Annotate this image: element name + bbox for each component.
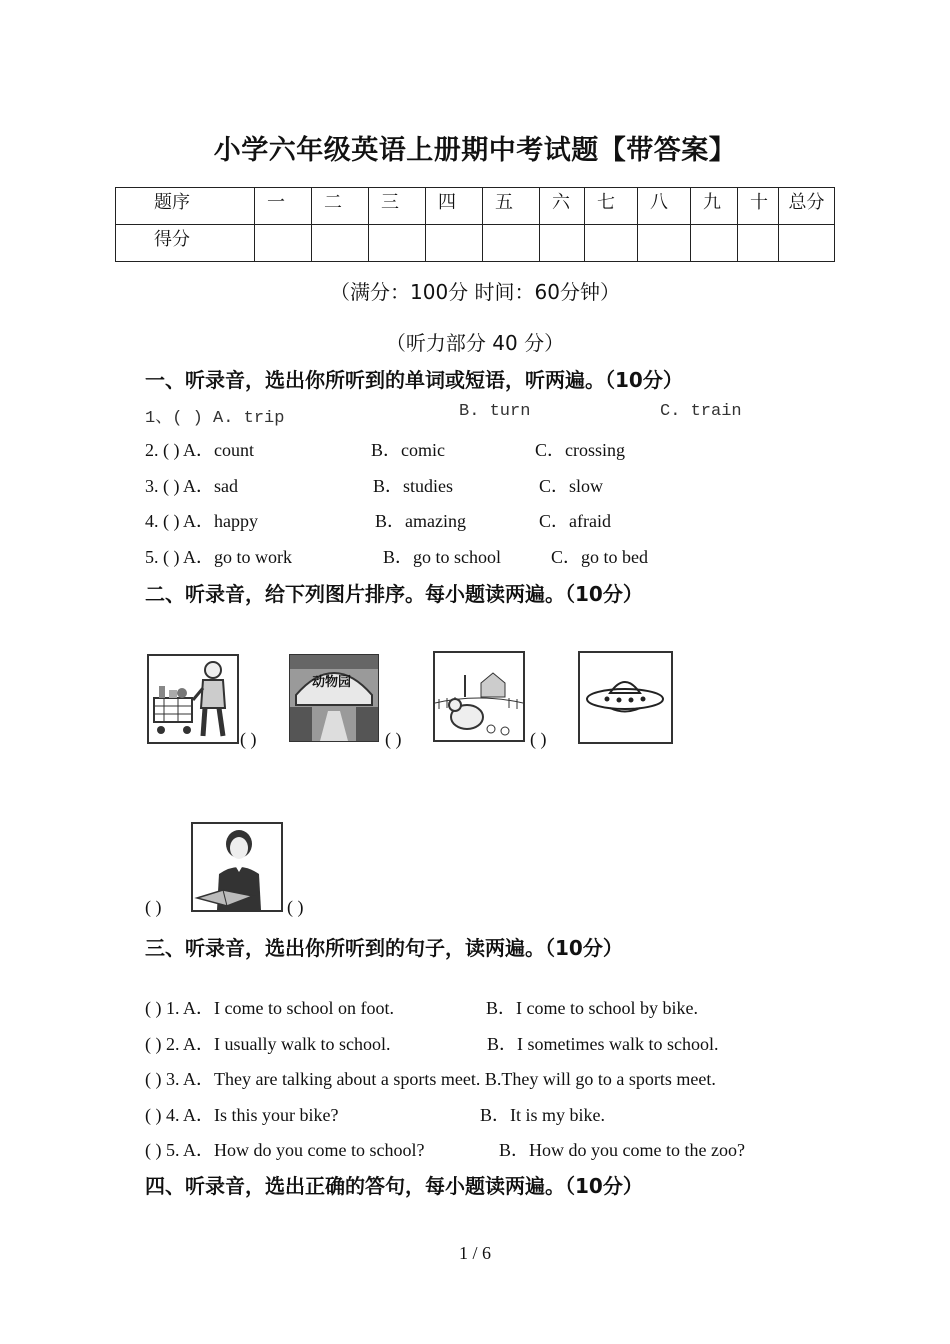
s1-q3-c: C．slow (539, 476, 604, 496)
shopping-cart-icon (149, 656, 237, 742)
score-table (115, 187, 835, 262)
score-cell[interactable] (255, 225, 312, 262)
section-3-title: 三、听录音，选出你所听到的句子，读两遍。（10分） (145, 936, 623, 960)
s1-q4-c: C．afraid (539, 511, 611, 531)
s1-q3-b: B．studies (373, 476, 454, 496)
score-cell[interactable] (738, 225, 779, 262)
s1-q2-c: C．crossing (535, 440, 625, 460)
order-blank[interactable]: ( ) (240, 729, 257, 749)
s1-q2-a: 2. ( ) A．count (145, 440, 254, 460)
reading-woman-icon (193, 824, 281, 910)
score-table-col: 一 (255, 188, 312, 225)
order-blank[interactable]: ( ) (530, 729, 547, 749)
score-table-header-row (116, 188, 835, 225)
score-table-total-label: 总分 (779, 188, 835, 225)
s1-q5-c: C．go to bed (551, 547, 648, 567)
zoo-picture (289, 654, 379, 742)
score-table-col: 三 (369, 188, 426, 225)
s3-q5-a: ( ) 5. A．How do you come to school? (145, 1140, 425, 1160)
score-cell[interactable] (585, 225, 638, 262)
reading-woman-picture (191, 822, 283, 912)
score-cell[interactable] (691, 225, 738, 262)
s1-q1-c: C. train (660, 402, 742, 421)
score-cell[interactable] (369, 225, 426, 262)
s1-q2-b: B．comic (371, 440, 445, 460)
score-cell[interactable] (638, 225, 691, 262)
ufo-picture (578, 651, 673, 744)
score-table-col: 六 (540, 188, 585, 225)
order-blank[interactable]: ( ) (145, 897, 162, 917)
zoo-sign-text: 动物园 (312, 675, 352, 690)
score-table-score-row (116, 225, 835, 262)
exam-meta: （满分：100分 时间：60分钟） (330, 280, 620, 304)
score-table-col: 五 (483, 188, 540, 225)
s1-q5-a: 5. ( ) A．go to work (145, 547, 292, 567)
score-cell[interactable] (540, 225, 585, 262)
order-blank[interactable]: ( ) (385, 729, 402, 749)
page-title: 小学六年级英语上册期中考试题【带答案】 (213, 135, 737, 166)
s1-q1-a: 1、( ) A. trip (145, 409, 285, 428)
s1-q5-b: B．go to school (383, 547, 502, 567)
s1-q4-b: B．amazing (375, 511, 466, 531)
order-blank[interactable]: ( ) (287, 897, 304, 917)
page-number: 1 / 6 (458, 1243, 491, 1263)
section-2-title: 二、听录音，给下列图片排序。每小题读两遍。（10分） (145, 582, 643, 606)
ufo-icon (580, 653, 671, 742)
s1-q1-b: B. turn (459, 402, 531, 421)
score-cell[interactable] (312, 225, 369, 262)
s3-q1-a: ( ) 1. A．I come to school on foot. (145, 998, 394, 1018)
shopping-picture (147, 654, 239, 744)
farm-picture (433, 651, 525, 742)
score-cell[interactable] (426, 225, 483, 262)
s3-q4-a: ( ) 4. A．Is this your bike? (145, 1105, 339, 1125)
score-table-col: 七 (585, 188, 638, 225)
score-table-col: 九 (691, 188, 738, 225)
score-table-header-label: 题序 (116, 188, 255, 225)
s3-q2-a: ( ) 2. A．I usually walk to school. (145, 1034, 391, 1054)
s3-q1-b: B．I come to school by bike. (486, 998, 698, 1018)
score-table-col: 八 (638, 188, 691, 225)
farm-hen-icon (435, 653, 523, 740)
listening-header: （听力部分 40 分） (385, 331, 565, 355)
score-table-col: 四 (426, 188, 483, 225)
s3-q5-b: B．How do you come to the zoo? (499, 1140, 745, 1160)
s3-q2-b: B．I sometimes walk to school. (487, 1034, 719, 1054)
score-table-col: 十 (738, 188, 779, 225)
zoo-gate-icon (290, 655, 378, 741)
s1-q3-a: 3. ( ) A．sad (145, 476, 238, 496)
section-4-title: 四、听录音，选出正确的答句，每小题读两遍。（10分） (145, 1174, 643, 1198)
score-cell-total[interactable] (779, 225, 835, 262)
s3-q4-b: B．It is my bike. (480, 1105, 605, 1125)
score-table-score-label: 得分 (116, 225, 255, 262)
s3-q3-a: ( ) 3. A．They are talking about a sports meet. B.They will go to a sports meet. (145, 1069, 716, 1089)
score-cell[interactable] (483, 225, 540, 262)
section-1-title: 一、听录音，选出你所听到的单词或短语，听两遍。（10分） (145, 368, 683, 392)
score-table-col: 二 (312, 188, 369, 225)
s1-q4-a: 4. ( ) A．happy (145, 511, 258, 531)
